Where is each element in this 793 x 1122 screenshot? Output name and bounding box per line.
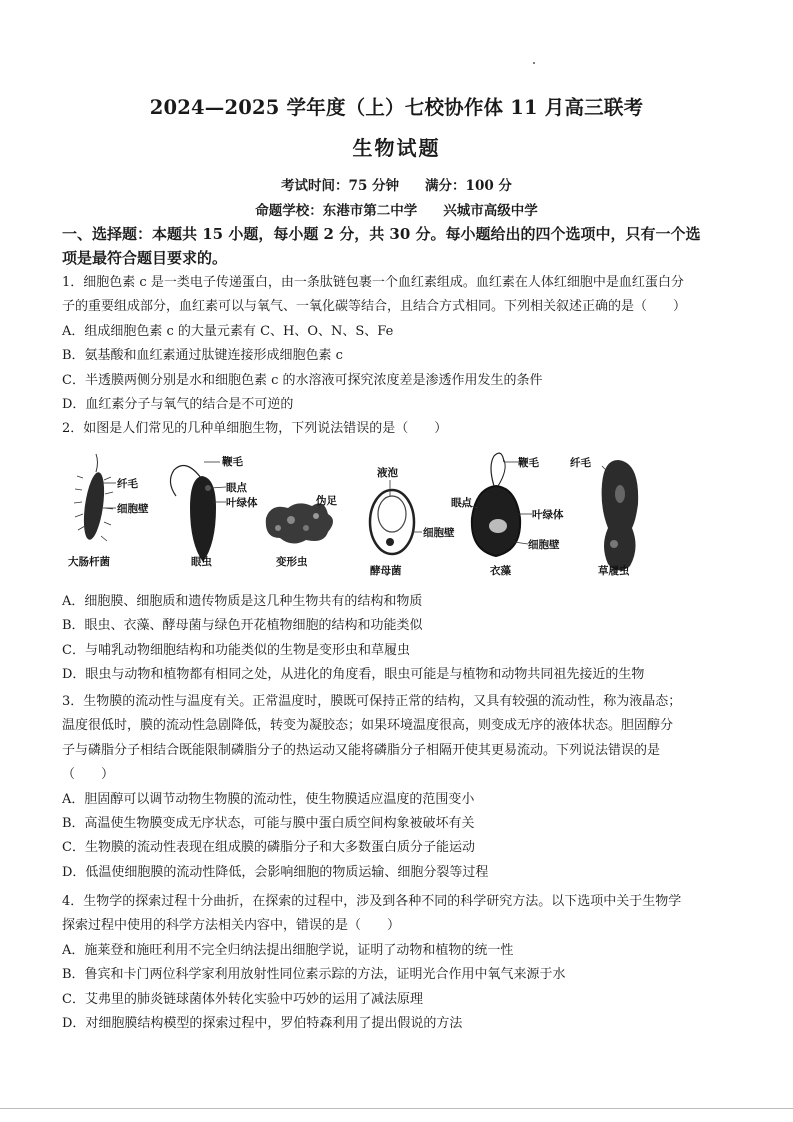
euglena-drawing xyxy=(170,462,226,562)
q1-stem-line1: 1．细胞色素 c 是一类电子传递蛋白，由一条肽链包裹一个血红素组成。血红素在人体红细胞中是血红蛋白分 xyxy=(62,275,684,290)
q2-option-a: A．细胞膜、细胞质和遗传物质是这几种生物共有的结构和物质 xyxy=(62,594,423,609)
q2-option-b: B．眼虫、衣藻、酵母菌与绿色开花植物细胞的结构和功能类似 xyxy=(62,618,423,634)
label-euglena: 眼虫 xyxy=(191,556,212,568)
full-score: 满分：100 分 xyxy=(425,178,512,194)
label-cell-wall-1: 细胞壁 xyxy=(117,503,149,515)
question-4 xyxy=(62,890,738,1036)
exam-title: 2024—2025 学年度（上）七校协作体 11 月高三联考 xyxy=(149,96,644,119)
q4-option-b: B．鲁宾和卡门两位科学家利用放射性同位素示踪的方法，证明光合作用中氧气来源于水 xyxy=(62,967,566,983)
exam-time: 考试时间：75 分钟 xyxy=(281,178,400,194)
school-info-line xyxy=(0,199,793,219)
q4-option-a: A．施莱登和施旺利用不完全归纳法提出细胞学说，证明了动物和植物的统一性 xyxy=(62,942,514,958)
q4-option-c: C．艾弗里的肺炎链球菌体外转化实验中巧妙的运用了减法原理 xyxy=(62,991,423,1007)
label-amoeba: 变形虫 xyxy=(276,556,308,568)
q1-option-a: A．组成细胞色素 c 的大量元素有 C、H、O、N、S、Fe xyxy=(62,323,394,339)
label-cilia-1: 纤毛 xyxy=(117,478,138,490)
yeast-drawing xyxy=(370,480,422,554)
label-eyespot-1: 眼点 xyxy=(226,482,247,494)
q3-stem-line2: 温度很低时，膜的流动性急剧降低，转变为凝胶态；如果环境温度很高，则变成无序的液体状态。胆固醇分 xyxy=(62,718,674,734)
q3-option-c: C．生物膜的流动性表现在组成膜的磷脂分子和大多数蛋白质分子能运动 xyxy=(62,840,475,856)
school-1: 命题学校：东港市第二中学 xyxy=(255,203,418,219)
q3-option-d: D．低温使细胞膜的流动性降低，会影响细胞的物质运输、细胞分裂等过程 xyxy=(62,864,489,880)
question-3 xyxy=(62,690,738,885)
amoeba-drawing xyxy=(266,503,333,543)
label-flagellum-2: 鞭毛 xyxy=(518,457,539,469)
label-paramecium: 草履虫 xyxy=(598,565,630,577)
q4-stem-line2: 探索过程中使用的科学方法相关内容中，错误的是（ ） xyxy=(62,918,401,934)
q4-stem-line1: 4．生物学的探索过程十分曲折，在探索的过程中，涉及到各种不同的科学研究方法。以下选项中关于生物学 xyxy=(62,894,682,909)
scan-speck xyxy=(533,62,535,64)
label-pseudopod: 伪足 xyxy=(316,495,337,507)
label-cilia-2: 纤毛 xyxy=(570,457,591,469)
school-2: 兴城市高级中学 xyxy=(443,203,538,219)
q3-stem-line1: 3．生物膜的流动性与温度有关。正常温度时，膜既可保持正常的结构，又具有较强的流动性，称为液晶态； xyxy=(62,694,682,709)
q3-option-a: A．胆固醇可以调节动物生物膜的流动性，使生物膜适应温度的范围变小 xyxy=(62,791,475,807)
ecoli-drawing xyxy=(74,454,116,541)
label-cell-wall-2: 细胞壁 xyxy=(423,527,455,539)
label-cell-wall-3: 细胞壁 xyxy=(528,539,560,551)
label-eyespot-2: 眼点 xyxy=(451,497,472,509)
q1-option-c: C．半透膜两侧分别是水和细胞色素 c 的水溶液可探究浓度差是渗透作用发生的条件 xyxy=(62,372,543,388)
q4-option-d: D．对细胞膜结构模型的探索过程中，罗伯特森利用了提出假说的方法 xyxy=(62,1015,463,1031)
exam-info-line xyxy=(0,174,793,194)
q1-stem-line2: 子的重要组成部分，血红素可以与氧气、一氧化碳等结合，且结合方式相同。下列相关叙述正确的是（ ） xyxy=(62,299,687,315)
label-flagellum-1: 鞭毛 xyxy=(222,456,243,468)
q2-option-c: C．与哺乳动物细胞结构和功能类似的生物是变形虫和草履虫 xyxy=(62,642,410,658)
label-yeast: 酵母菌 xyxy=(370,565,402,577)
subject-title: 生物试题 xyxy=(352,136,441,160)
organisms-svg xyxy=(66,448,656,578)
single-cell-organisms-figure xyxy=(66,448,656,578)
q3-option-b: B．高温使生物膜变成无序状态，可能与膜中蛋白质空间构象被破坏有关 xyxy=(62,815,475,831)
q3-stem-line4: （ ） xyxy=(62,767,115,783)
label-chloroplast-1: 叶绿体 xyxy=(226,497,258,509)
q1-option-b: B．氨基酸和血红素通过肽键连接形成细胞色素 c xyxy=(62,348,343,364)
label-vacuole: 液泡 xyxy=(377,467,398,479)
section-heading: 一、选择题：本题共 15 小题，每小题 2 分，共 30 分。每小题给出的四个选项中，只有一个选 项是最符合题目要求的。 xyxy=(62,225,701,268)
question-1 xyxy=(62,271,738,442)
q2-stem: 2．如图是人们常见的几种单细胞生物，下列说法错误的是（ ） xyxy=(62,421,448,437)
label-chlamydomonas: 衣藻 xyxy=(490,565,511,577)
paramecium-drawing xyxy=(602,460,639,571)
q3-stem-line3: 子与磷脂分子相结合既能限制磷脂分子的热运动又能将磷脂分子相隔开使其更易流动。下列说法错误的是 xyxy=(62,742,661,758)
q1-option-d: D．血红素分子与氧气的结合是不可逆的 xyxy=(62,396,294,412)
label-chloroplast-2: 叶绿体 xyxy=(532,509,564,521)
label-ecoli: 大肠杆菌 xyxy=(68,556,110,568)
question-2-options xyxy=(62,590,738,688)
q2-option-d: D．眼虫与动物和植物都有相同之处，从进化的角度看，眼虫可能是与植物和动物共同祖先接近的生物 xyxy=(62,667,645,683)
page-bottom-edge xyxy=(0,1108,793,1109)
